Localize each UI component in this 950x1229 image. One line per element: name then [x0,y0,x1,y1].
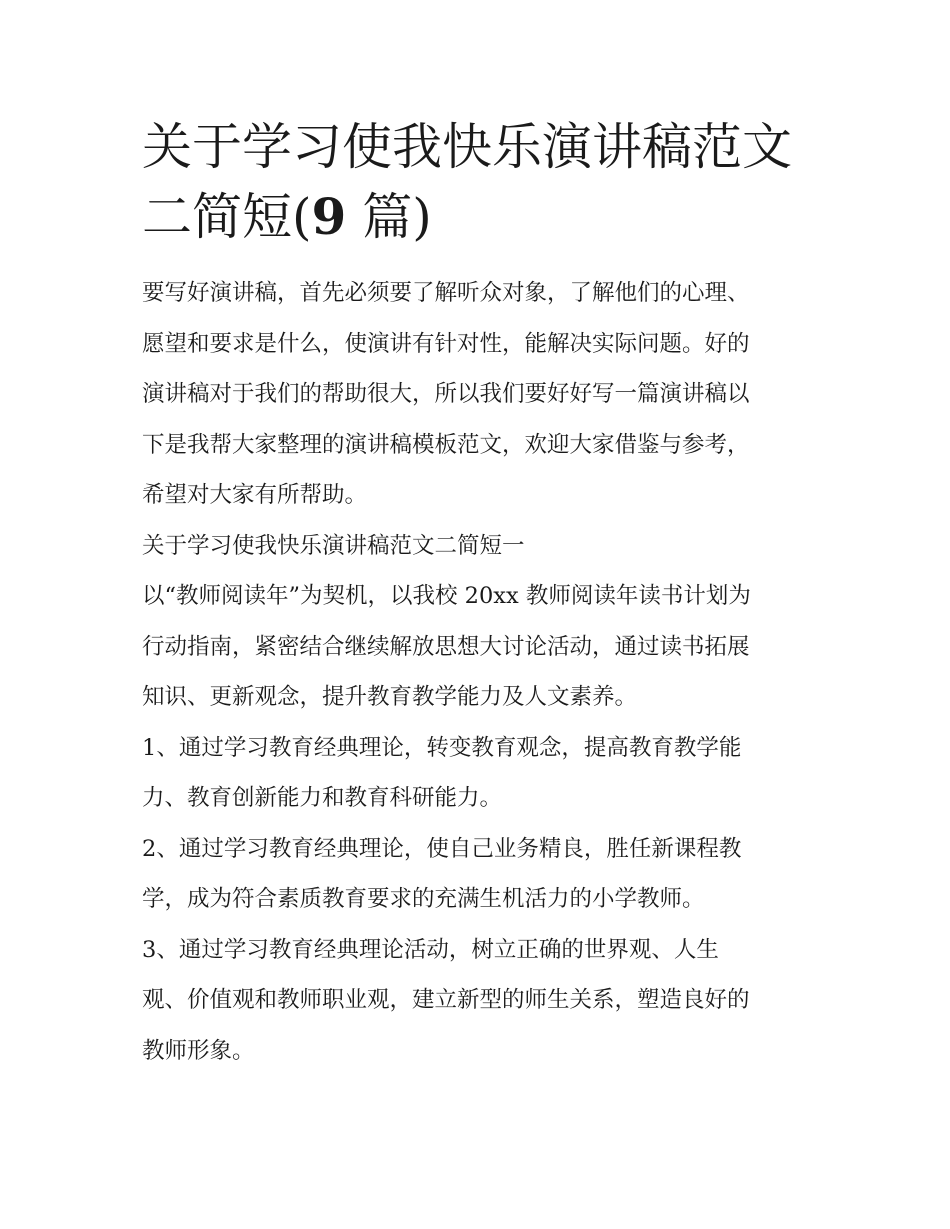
paragraph-line: 希望对大家有所帮助。 [142,482,368,508]
document-page [142,112,822,1076]
paragraph-line: 下是我帮大家整理的演讲稿模板范文，欢迎大家借鉴与参考， [142,431,750,458]
paragraph-line: 教师形象。 [142,1037,255,1064]
list-item-3 [142,925,822,1077]
paragraph-line: 演讲稿对于我们的帮助很大，所以我们要好好写一篇演讲稿以 [142,381,750,407]
title-line-2-prefix: 二简短( [142,188,312,246]
paragraph-line: 1、通过学习教育经典理论，转变教育观念，提高教育教学能 [142,734,742,761]
paragraph-line: 要写好演讲稿，首先必须要了解听众对象，了解他们的心理、 [142,280,750,306]
section-heading [142,521,822,572]
paragraph-line: 观、价值观和教师职业观，建立新型的师生关系，塑造良好的 [142,987,750,1013]
body-paragraph [142,571,822,723]
paragraph-line: 行动指南，紧密结合继续解放思想大讨论活动，通过读书拓展 [142,633,750,660]
intro-paragraph [142,268,822,521]
list-item-1 [142,723,822,824]
paragraph-line: 以“教师阅读年”为契机，以我校 20xx 教师阅读年读书计划为 [142,583,751,609]
title-count: 9 [311,187,347,246]
section-heading-text: 关于学习使我快乐演讲稿范文二简短一 [142,532,525,559]
paragraph-line: 愿望和要求是什么，使演讲有针对性，能解决实际问题。好的 [142,330,750,357]
paragraph-line: 知识、更新观念，提升教育教学能力及人文素养。 [142,684,638,710]
paragraph-line: 2、通过学习教育经典理论，使自己业务精良，胜任新课程教 [142,835,742,862]
document-title [142,112,822,252]
title-line-1: 关于学习使我快乐演讲稿范文 [142,118,792,176]
title-line-2-suffix: 篇) [346,188,432,246]
title-line-2 [142,182,822,252]
paragraph-line: 力、教育创新能力和教育科研能力。 [142,785,503,811]
list-item-2 [142,824,822,925]
paragraph-line: 3、通过学习教育经典理论活动，树立正确的世界观、人生 [142,936,719,963]
paragraph-line: 学，成为符合素质教育要求的充满生机活力的小学教师。 [142,886,705,912]
